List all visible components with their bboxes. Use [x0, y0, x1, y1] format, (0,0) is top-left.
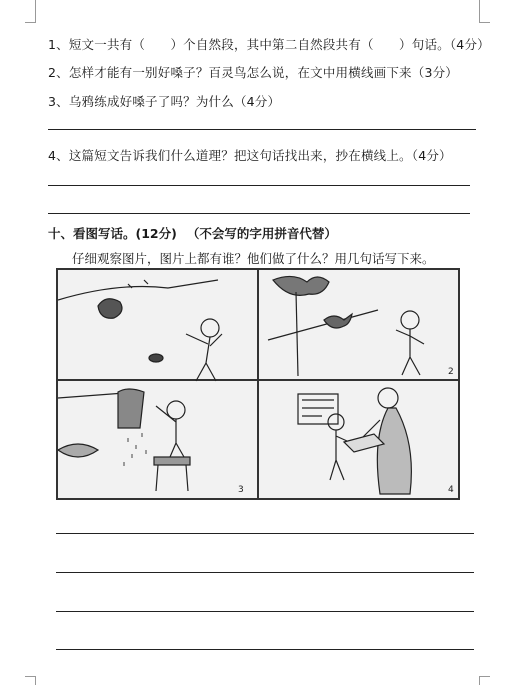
section-10-note: （不会写的字用拼音代替） [186, 226, 337, 241]
panel-number-3: 3 [238, 485, 244, 495]
answer-line-q4-2 [48, 213, 470, 214]
crop-mark-bottom-left [25, 676, 36, 685]
panel-number-2: 2 [448, 367, 454, 377]
writing-line-1 [56, 533, 474, 534]
writing-line-4 [56, 649, 474, 650]
panel-4 [298, 388, 454, 495]
panel-1 [58, 280, 222, 381]
writing-line-3 [56, 611, 474, 612]
answer-line-q4-1 [48, 185, 470, 186]
crop-mark-top-right [479, 0, 490, 23]
question-4: 4、这篇短文告诉我们什么道理？把这句话找出来，抄在横线上。（4分） [48, 148, 452, 163]
answer-line-q3 [48, 129, 476, 130]
comic-drawing [58, 270, 458, 498]
question-1: 1、短文一共有（ ）个自然段，其中第二自然段共有（ ）句话。（4分） [48, 37, 490, 52]
panel-number-4: 4 [448, 485, 454, 495]
question-2: 2、怎样才能有一别好嗓子？百灵鸟怎么说，在文中用横线画下来（3分） [48, 65, 459, 80]
picture-comic [56, 268, 460, 500]
writing-line-2 [56, 572, 474, 573]
panel-3 [58, 389, 244, 495]
section-10-heading [48, 224, 337, 242]
section-10-title: 十、看图写话。(12分) [48, 226, 177, 241]
panel-2 [268, 276, 454, 377]
crop-mark-bottom-right [479, 676, 490, 685]
section-10-instruction: 仔细观察图片，图片上都有谁？他们做了什么？用几句话写下来。 [72, 251, 435, 266]
question-3: 3、乌鸦练成好嗓子了吗？为什么（4分） [48, 94, 281, 109]
crop-mark-top-left [25, 0, 36, 23]
